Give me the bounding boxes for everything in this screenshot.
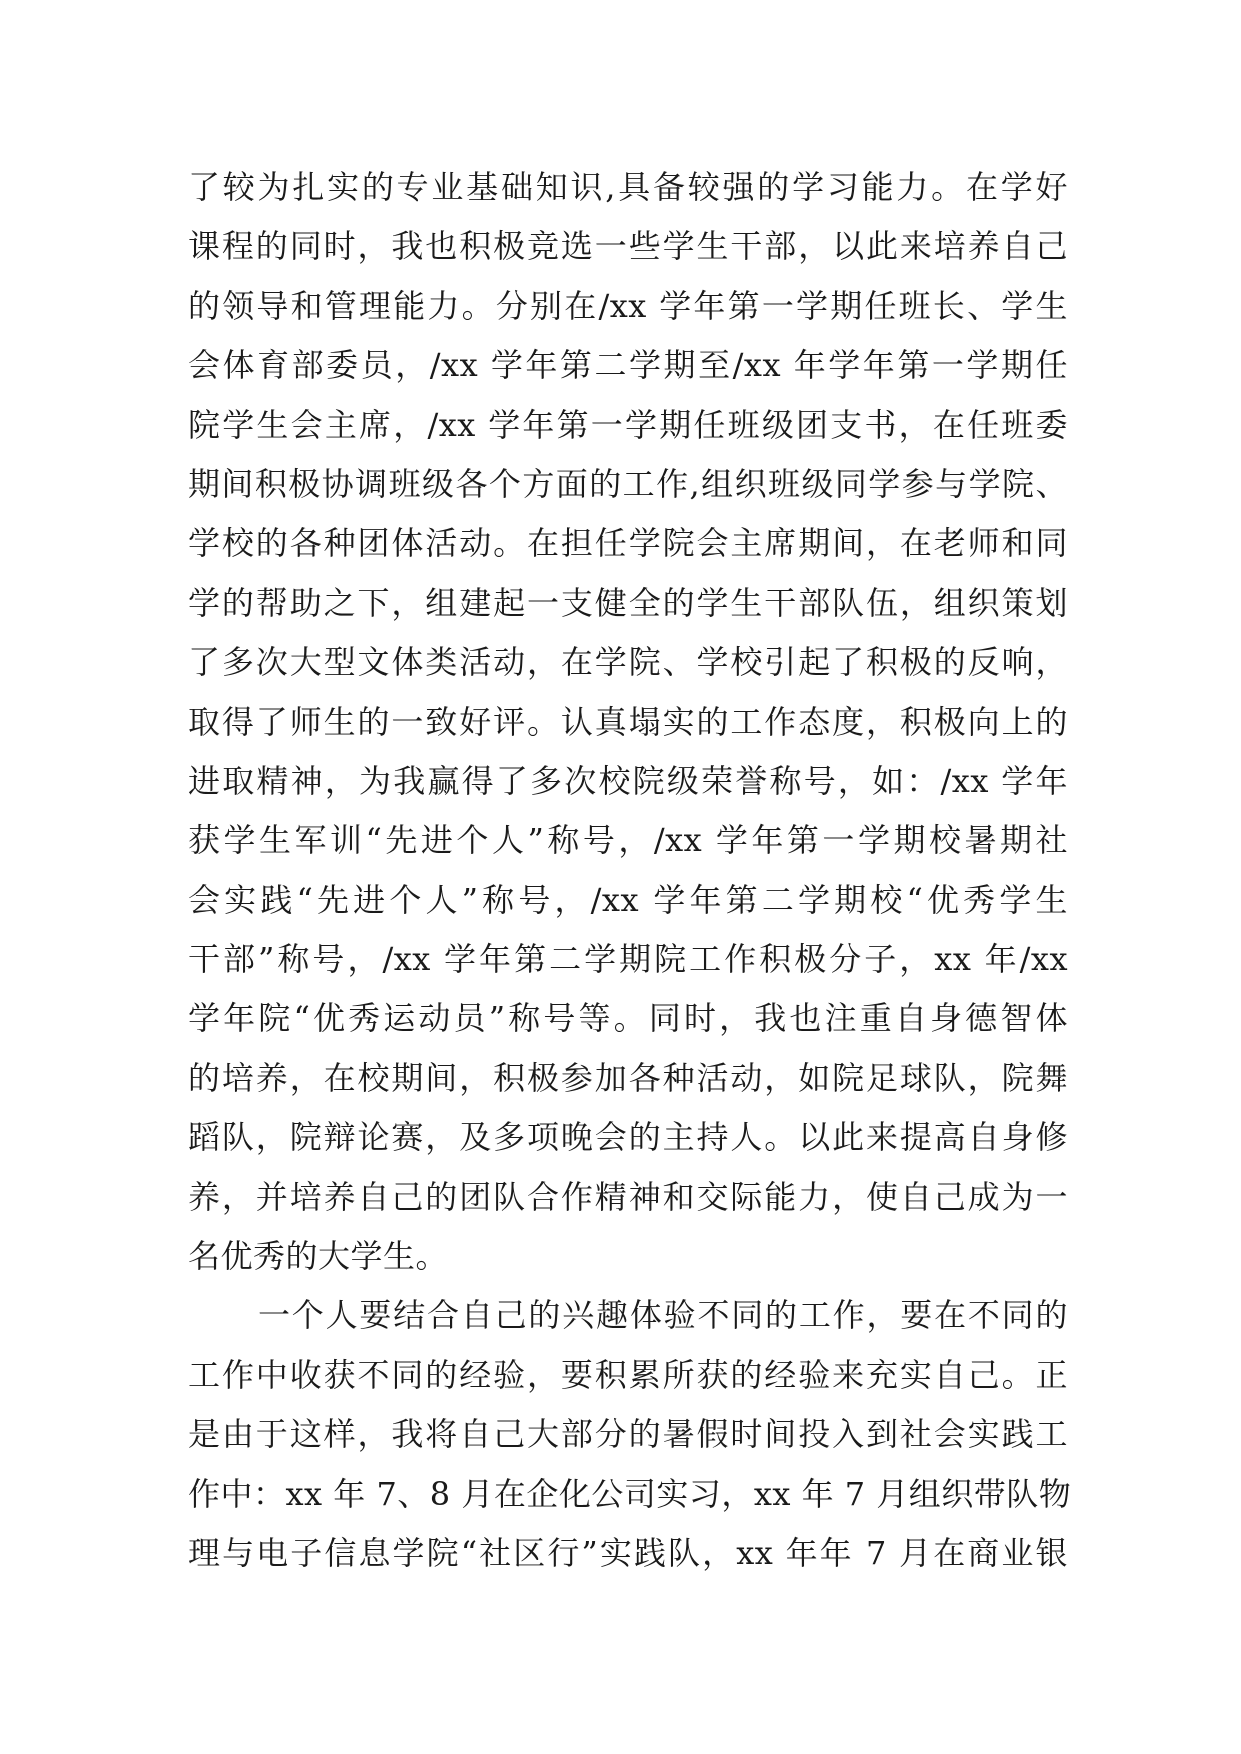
text-line: 作中：xx 年 7、8 月在企化公司实习，xx 年 7 月组织带队物: [188, 1474, 1072, 1513]
text-line: 一个人要结合自己的兴趣体验不同的工作，要在不同的: [258, 1296, 1068, 1335]
text-line: 的培养，在校期间，积极参加各种活动，如院足球队，院舞: [188, 1058, 1068, 1097]
text-line: 院学生会主席，/xx 学年第一学期任班级团支书，在任班委: [188, 405, 1068, 444]
text-line: 会体育部委员，/xx 学年第二学期至/xx 年学年第一学期任: [188, 346, 1068, 385]
text-line: 了较为扎实的专业基础知识,具备较强的学习能力。在学好: [188, 168, 1068, 206]
text-line: 养，并培养自己的团队合作精神和交际能力，使自己成为一: [188, 1177, 1068, 1216]
text-line: 学的帮助之下，组建起一支健全的学生干部队伍，组织策划: [188, 583, 1068, 622]
text-line: 取得了师生的一致好评。认真塌实的工作态度，积极向上的: [188, 702, 1068, 741]
paragraph-2: [188, 1286, 1072, 1583]
text-line: 进取精神，为我赢得了多次校院级荣誉称号，如：/xx 学年: [188, 761, 1068, 800]
text-line: 学校的各种团体活动。在担任学院会主席期间，在老师和同: [188, 524, 1068, 563]
text-line: 理与电子信息学院“社区行”实践队，xx 年年 7 月在商业银: [188, 1533, 1068, 1572]
text-line: 蹈队，院辩论赛，及多项晚会的主持人。以此来提高自身修: [188, 1118, 1068, 1157]
body-text: [188, 158, 1072, 1583]
text-line: 名优秀的大学生。: [188, 1237, 449, 1276]
text-line: 了多次大型文体类活动，在学院、学校引起了积极的反响，: [188, 643, 1068, 682]
text-line: 干部”称号，/xx 学年第二学期院工作积极分子，xx 年/xx: [188, 940, 1068, 979]
text-line: 是由于这样，我将自己大部分的暑假时间投入到社会实践工: [188, 1415, 1068, 1454]
text-line: 期间积极协调班级各个方面的工作,组织班级同学参与学院、: [188, 464, 1068, 503]
text-line: 工作中收获不同的经验，要积累所获的经验来充实自己。正: [188, 1355, 1068, 1394]
text-line: 获学生军训“先进个人”称号，/xx 学年第一学期校暑期社: [188, 821, 1068, 860]
paragraph-1: [188, 158, 1068, 1286]
text-line: 学年院“优秀运动员”称号等。同时，我也注重自身德智体: [188, 999, 1068, 1038]
text-line: 会实践“先进个人”称号，/xx 学年第二学期校“优秀学生: [188, 880, 1068, 919]
text-line: 课程的同时，我也积极竞选一些学生干部，以此来培养自己: [188, 227, 1068, 266]
text-line: 的领导和管理能力。分别在/xx 学年第一学期任班长、学生: [188, 286, 1068, 325]
